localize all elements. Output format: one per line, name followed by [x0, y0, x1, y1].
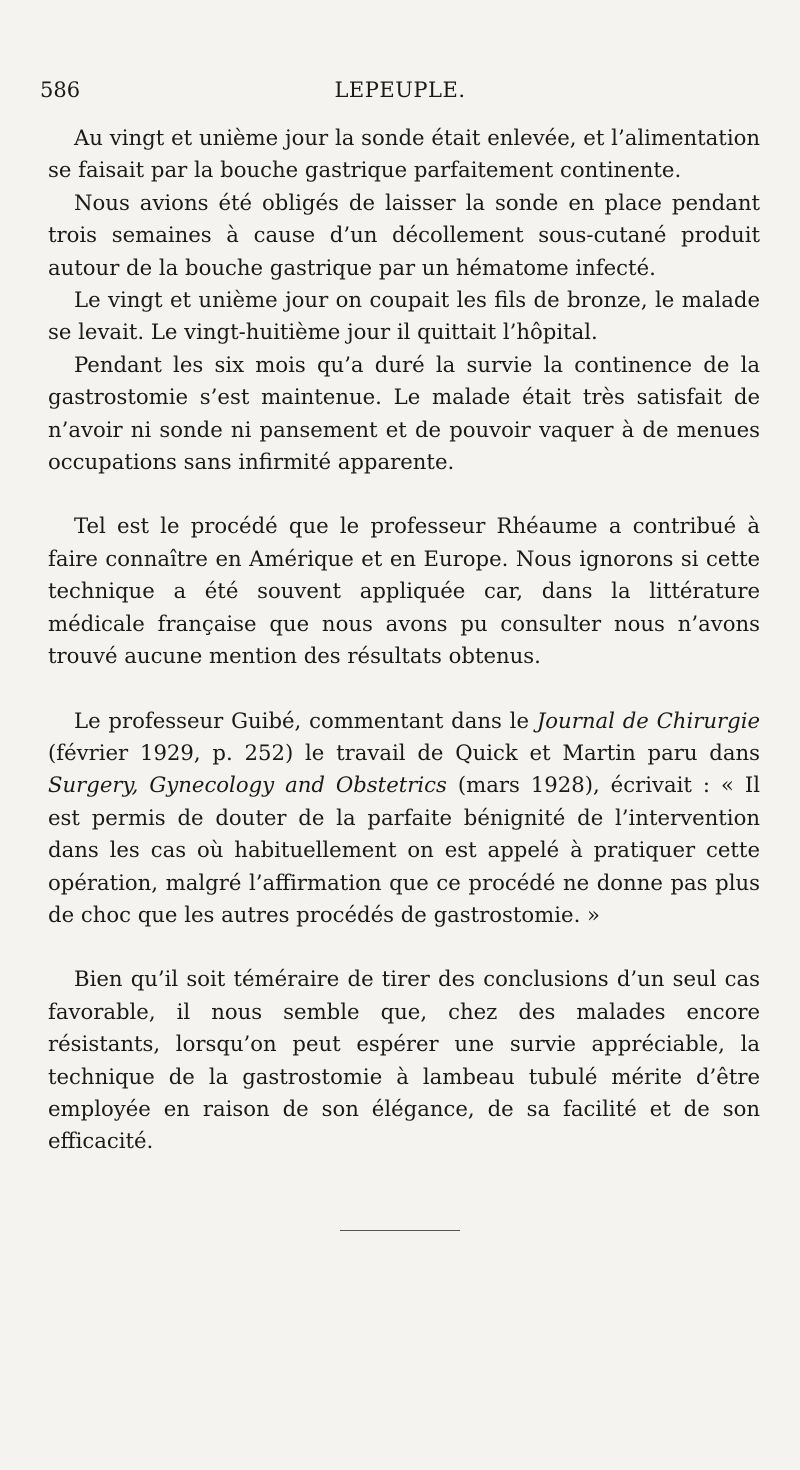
- paragraph-1: Au vingt et unième jour la sonde était enlevée, et l’alimentation se faisait par la bouche gastrique parfaitement continente.: [48, 125, 760, 183]
- paragraph-6: [48, 705, 760, 932]
- paragraph-7: Bien qu’il soit téméraire de tirer des conclusions d’un seul cas favorable, il nous semble que, chez des malades encore résistants, lorsqu’on peut espérer une survie appréciable, la technique de la gastrostomie à lambeau tubulé mérite d’être employée en raison de son élégance, de sa facilité et de son efficacité.: [48, 966, 760, 1154]
- paragraph-6-part-2: (février 1929, p. 252) le travail de Quick et Martin paru dans: [48, 739, 760, 765]
- paragraph-4: Pendant les six mois qu’a duré la survie la continence de la gastrostomie s’est maintenue. Le malade était très satisfait de n’avoir ni sonde ni pansement et de pouvoir vaquer à de menues occupations sans infirmité apparente.: [48, 351, 760, 475]
- paragraph-6-part-3: (mars 1928), écrivait : « Il est permis de douter de la parfaite bénignité de l’intervention dans les cas où habituellement on est appelé à pratiquer cette opération, malgré l’affirmation que ce procédé ne donne pas plus de choc que les autres procédés de gastrostomie. »: [48, 772, 760, 927]
- journal-title-chirurgie: Journal de Chirurgie: [536, 707, 761, 733]
- paragraph-2: Nous avions été obligés de laisser la sonde en place pendant trois semaines à cause d’un décollement sous-cutané produit autour de la bouche gastrique par un hématome infecté.: [48, 189, 760, 280]
- journal-title-surgery: Surgery, Gynecology and Obstetrics: [48, 772, 447, 798]
- running-head: LEPEUPLE.: [334, 78, 466, 102]
- paragraph-5: Tel est le procédé que le professeur Rhéaume a contribué à faire connaître en Amérique et en Europe. Nous ignorons si cette technique a été souvent appliquée car, dans la littérature médicale française que nous avons pu consulter nous n’avons trouvé aucune mention des résultats obtenus.: [48, 513, 760, 669]
- page-header: [40, 78, 760, 108]
- paragraph-3: Le vingt et unième jour on coupait les fils de bronze, le malade se levait. Le vingt-huitième jour il quittait l’hôpital.: [48, 287, 760, 345]
- page-number: 586: [40, 78, 81, 102]
- body-text: [48, 122, 760, 1158]
- paragraph-6-part-1: Le professeur Guibé, commentant dans le: [74, 707, 537, 733]
- section-end-rule: [340, 1230, 460, 1231]
